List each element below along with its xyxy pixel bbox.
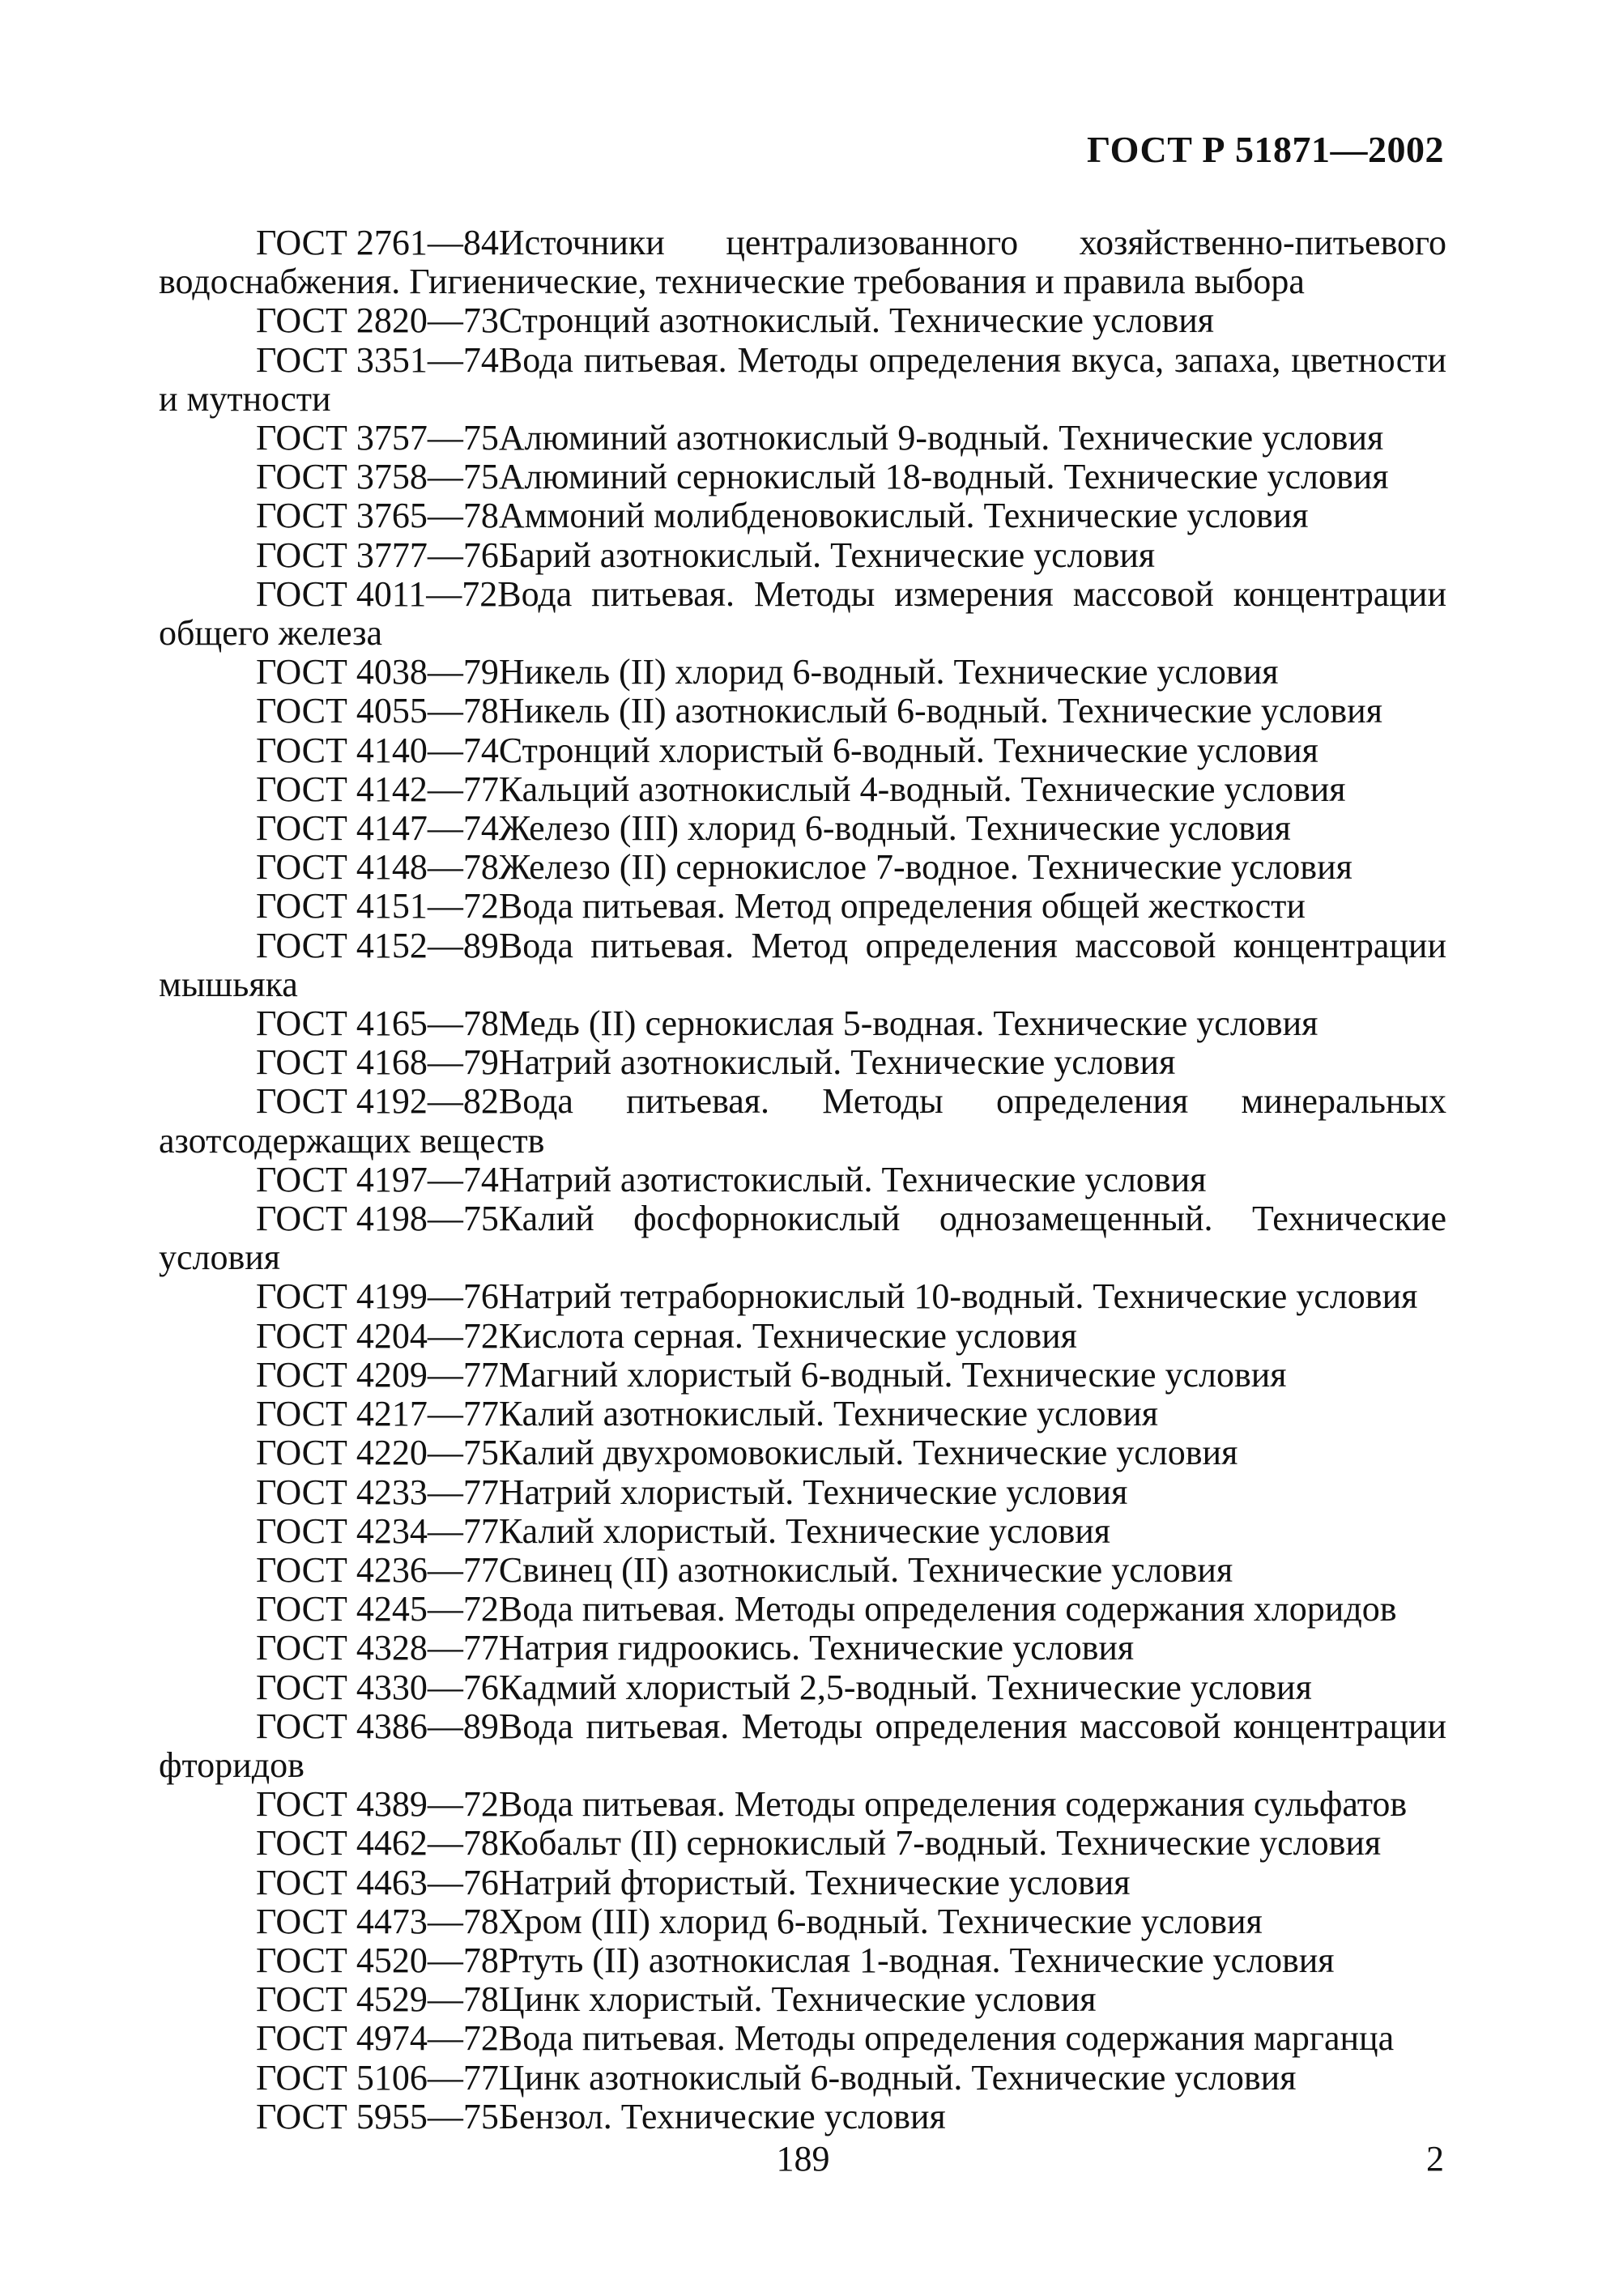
list-item [159, 1161, 1446, 1199]
list-item [159, 2059, 1446, 2098]
standards-reference-list [159, 224, 1446, 2136]
standard-code: ГОСТ 4055—78 [256, 691, 499, 731]
standard-title: Вода питьевая. Методы определения вкуса, запаха, цветности и мутности [159, 339, 1446, 419]
standard-code: ГОСТ 4330—76 [256, 1667, 499, 1707]
standard-code: ГОСТ 4529—78 [256, 1979, 499, 2020]
standard-code: ГОСТ 4463—76 [256, 1862, 499, 1902]
standard-code: ГОСТ 4217—77 [256, 1394, 499, 1434]
standard-code: ГОСТ 3758—75 [256, 457, 499, 497]
standard-title: Ртуть (II) азотнокислая 1-водная. Технические условия [498, 1940, 1335, 1980]
standard-title: Вода питьевая. Методы определения содержания хлоридов [498, 1589, 1397, 1629]
list-item [159, 2019, 1446, 2058]
list-item [159, 458, 1446, 496]
list-item [159, 419, 1446, 458]
standard-title: Цинк хлористый. Технические условия [498, 1979, 1097, 2020]
list-item [159, 1629, 1446, 1668]
standard-title: Вода питьевая. Методы определения содержания марганца [498, 2018, 1395, 2059]
list-item [159, 1473, 1446, 1512]
standard-code: ГОСТ 4473—78 [256, 1901, 499, 1941]
standard-code: ГОСТ 4151—72 [256, 886, 499, 926]
standard-title: Калий азотнокислый. Технические условия [498, 1394, 1159, 1434]
standard-code: ГОСТ 3765—78 [256, 496, 499, 536]
standard-code: ГОСТ 3757—75 [256, 418, 499, 458]
standard-title: Кислота серная. Технические условия [498, 1315, 1077, 1356]
list-item [159, 1356, 1446, 1395]
list-item [159, 1590, 1446, 1629]
list-item [159, 1082, 1446, 1160]
standard-code: ГОСТ 4198—75 [256, 1199, 499, 1239]
list-item [159, 301, 1446, 340]
standard-title: Свинец (II) азотнокислый. Технические условия [498, 1549, 1233, 1590]
standard-title: Вода питьевая. Методы измерения массовой концентрации общего железа [159, 573, 1446, 654]
standard-title: Источники централизованного хозяйственно-питьевого водоснабжения. Гигиенические, технические требования и правила выбора [159, 223, 1446, 302]
list-item [159, 731, 1446, 770]
list-item [159, 1785, 1446, 1824]
standard-code: ГОСТ 4192—82 [256, 1081, 499, 1122]
standard-title: Калий двухромовокислый. Технические условия [498, 1433, 1238, 1473]
page-number: 189 [776, 2139, 830, 2179]
list-item [159, 224, 1446, 301]
standard-title: Кобальт (II) сернокислый 7-водный. Технические условия [498, 1823, 1382, 1864]
standard-code: ГОСТ 4209—77 [256, 1354, 499, 1395]
list-item [159, 926, 1446, 1004]
standard-title: Вода питьевая. Метод определения общей жесткости [498, 886, 1306, 926]
standard-title: Медь (II) сернокислая 5-водная. Технические условия [498, 1003, 1318, 1044]
list-item [159, 770, 1446, 809]
list-item [159, 809, 1446, 848]
standard-title: Кальций азотнокислый 4-водный. Технические условия [498, 769, 1346, 809]
standard-title: Кадмий хлористый 2,5-водный. Технические условия [498, 1667, 1312, 1707]
list-item [159, 1902, 1446, 1941]
list-item [159, 1864, 1446, 1902]
standard-code: ГОСТ 4234—77 [256, 1510, 499, 1551]
standard-title: Калий хлористый. Технические условия [498, 1510, 1111, 1551]
list-item [159, 1980, 1446, 2019]
standard-title: Алюминий сернокислый 18-водный. Технические условия [498, 457, 1389, 497]
standard-title: Никель (II) хлорид 6-водный. Технические условия [498, 652, 1279, 692]
standard-code: ГОСТ 4236—77 [256, 1549, 499, 1590]
list-item [159, 1395, 1446, 1433]
standard-title: Никель (II) азотнокислый 6-водный. Технические условия [498, 691, 1382, 731]
standard-code: ГОСТ 4140—74 [256, 730, 499, 770]
standard-code: ГОСТ 4233—77 [256, 1472, 499, 1512]
list-item [159, 1199, 1446, 1277]
standard-code: ГОСТ 4011—72 [256, 573, 498, 614]
standard-code: ГОСТ 4220—75 [256, 1433, 499, 1473]
standard-code: ГОСТ 4148—78 [256, 847, 499, 888]
list-item [159, 2098, 1446, 2136]
list-item [159, 1824, 1446, 1863]
standard-code: ГОСТ 4142—77 [256, 769, 499, 809]
standard-title: Хром (III) хлорид 6-водный. Технические условия [498, 1901, 1263, 1941]
list-item [159, 1668, 1446, 1707]
list-item [159, 1004, 1446, 1043]
list-item [159, 536, 1446, 575]
standard-code: ГОСТ 5955—75 [256, 2096, 499, 2136]
standard-code: ГОСТ 4204—72 [256, 1315, 499, 1356]
standard-code: ГОСТ 4038—79 [256, 652, 499, 692]
standard-title: Вода питьевая. Методы определения минеральных азотсодержащих веществ [159, 1081, 1446, 1161]
list-item [159, 887, 1446, 926]
list-item [159, 848, 1446, 887]
standard-title: Калий фосфорнокислый однозамещенный. Технические условия [159, 1199, 1446, 1278]
list-item [159, 653, 1446, 692]
standard-code: ГОСТ 2820—73 [256, 300, 499, 341]
standard-code: ГОСТ 4389—72 [256, 1784, 499, 1825]
list-item [159, 692, 1446, 731]
standard-title: Натрий хлористый. Технические условия [498, 1472, 1128, 1512]
standard-title: Натрий фтористый. Технические условия [498, 1862, 1131, 1902]
standard-code: ГОСТ 4199—76 [256, 1276, 499, 1317]
list-item [159, 1043, 1446, 1082]
standard-title: Стронций азотнокислый. Технические условия [498, 300, 1215, 341]
standard-title: Бензол. Технические условия [498, 2096, 946, 2136]
list-item [159, 1512, 1446, 1551]
list-item [159, 496, 1446, 535]
standard-code: ГОСТ 4168—79 [256, 1042, 499, 1083]
list-item [159, 1551, 1446, 1590]
list-item [159, 1433, 1446, 1472]
standard-title: Вода питьевая. Методы определения массовой концентрации фторидов [159, 1706, 1446, 1785]
standard-title: Железо (III) хлорид 6-водный. Технические условия [498, 808, 1291, 849]
standard-code: ГОСТ 4152—89 [256, 925, 499, 965]
list-item [159, 1277, 1446, 1316]
standard-title: Натрий азотистокислый. Технические условия [498, 1159, 1207, 1199]
standard-title: Цинк азотнокислый 6-водный. Технические условия [498, 2057, 1297, 2098]
standard-code: ГОСТ 3777—76 [256, 535, 499, 575]
standard-code: ГОСТ 4245—72 [256, 1589, 499, 1629]
list-item [159, 341, 1446, 419]
standard-title: Железо (II) сернокислое 7-водное. Технические условия [498, 847, 1353, 888]
standard-code: ГОСТ 4328—77 [256, 1628, 499, 1668]
standard-title: Вода питьевая. Метод определения массовой концентрации мышьяка [159, 925, 1446, 1004]
standard-code: ГОСТ 4197—74 [256, 1159, 499, 1199]
list-item [159, 1707, 1446, 1785]
standard-code: ГОСТ 4147—74 [256, 808, 499, 849]
standard-code: ГОСТ 4974—72 [256, 2018, 499, 2059]
standard-code: ГОСТ 4165—78 [256, 1003, 499, 1044]
standard-code: ГОСТ 3351—74 [256, 339, 499, 380]
list-item [159, 575, 1446, 653]
standard-title: Барий азотнокислый. Технические условия [498, 535, 1156, 575]
document-header: ГОСТ Р 51871—2002 [1087, 129, 1444, 170]
standard-code: ГОСТ 4520—78 [256, 1940, 499, 1980]
standard-title: Стронций хлористый 6-водный. Технические условия [498, 730, 1318, 770]
standard-title: Алюминий азотнокислый 9-водный. Технические условия [498, 418, 1384, 458]
list-item [159, 1941, 1446, 1980]
standard-title: Натрий тетраборнокислый 10-водный. Технические условия [498, 1276, 1418, 1317]
list-item [159, 1317, 1446, 1356]
standard-title: Натрия гидроокись. Технические условия [498, 1628, 1135, 1668]
standard-title: Натрий азотнокислый. Технические условия [498, 1042, 1176, 1083]
standard-code: ГОСТ 2761—84 [256, 223, 499, 262]
standard-title: Магний хлористый 6-водный. Технические условия [498, 1354, 1287, 1395]
sheet-number: 2 [1426, 2139, 1444, 2179]
standard-code: ГОСТ 4462—78 [256, 1823, 499, 1864]
standard-code: ГОСТ 4386—89 [256, 1706, 499, 1746]
standard-code: ГОСТ 5106—77 [256, 2057, 499, 2098]
standard-title: Аммоний молибденовокислый. Технические условия [498, 496, 1309, 536]
standard-title: Вода питьевая. Методы определения содержания сульфатов [498, 1784, 1408, 1825]
